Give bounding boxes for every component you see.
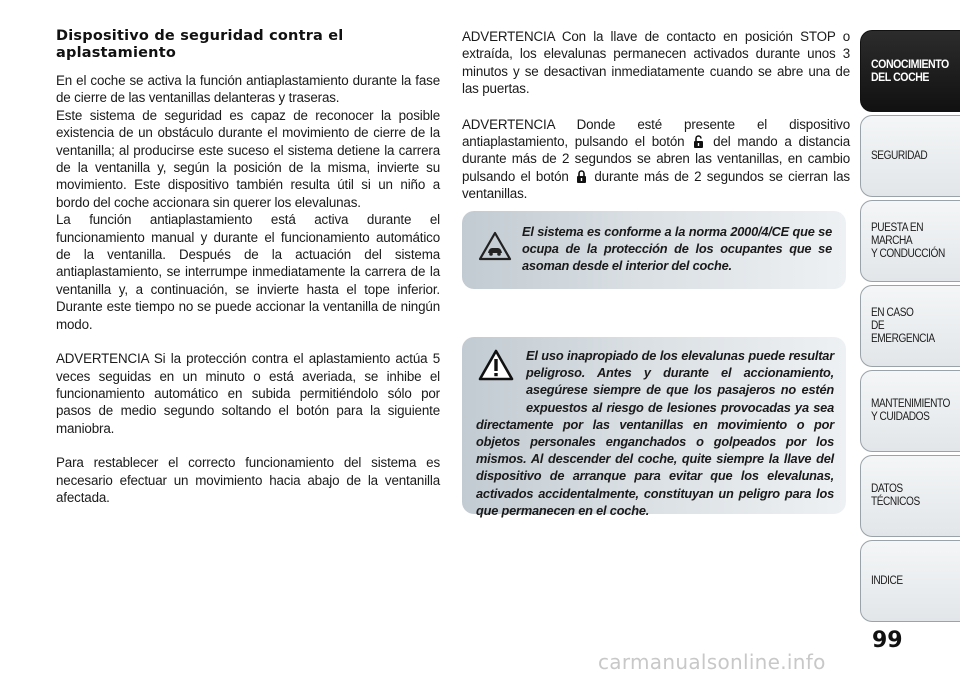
paragraph-remote <box>462 116 850 203</box>
tab-label: INDICE <box>871 574 903 587</box>
danger-note-text <box>476 347 834 519</box>
standard-note-box <box>462 211 846 289</box>
watermark: carmanualsonline.info <box>598 650 826 674</box>
tab-conocimiento-del-coche[interactable] <box>860 30 960 112</box>
tab-label: MANTENIMIENTO Y CUIDADOS <box>871 398 950 423</box>
tab-label: DATOS TÉCNICOS <box>871 483 920 508</box>
tab-label: EN CASO DE EMERGENCIA <box>871 306 935 345</box>
tab-mantenimiento[interactable] <box>860 370 960 452</box>
section-title: Dispositivo de seguridad contra el aplastamiento <box>56 28 344 61</box>
tab-indice[interactable] <box>860 540 960 622</box>
paragraph-function: La función antiaplastamiento está activa durante el funcionamiento manual y durante el funcionamiento automático de la ventanilla. Después de la actuación del sistema antiaplastamiento, se interrumpe inmediatamente la carrera de la ventanilla y, a continuación, se invierte hasta el tope inferior. Durante este tiempo no se puede accionar la ventanilla de ningún modo. <box>56 212 440 332</box>
left-column <box>56 28 440 506</box>
tab-label: SEGURIDAD <box>871 149 928 162</box>
paragraph-system: Este sistema de seguridad es capaz de reconocer la posible existencia de un obstáculo durante el movimiento de cierre de la ventanilla; al producirse este suceso el sistema detiene la carrera de la ventanilla y, según la posición de la misma, invierte su movimiento. Este dispositivo también resulta útil si un niño a bordo del coche accionara sin querer los elevalunas. <box>56 107 440 210</box>
paragraph-intro: En el coche se activa la función antiaplastamiento durante la fase de cierre de las ventanillas delanteras y traseras. <box>56 73 440 106</box>
right-column <box>462 28 850 203</box>
standard-note-text: El sistema es conforme a la norma 2000/4/CE que se ocupa de la protección de los ocupantes que se asoman desde el interior del coche. <box>522 224 832 274</box>
remote-text-2: del mando a distancia durante más de 2 segundos se abren las ventanillas, en cambio pulsando el botón <box>462 134 851 184</box>
tab-label: PUESTA EN MARCHA Y CONDUCCIÓN <box>871 221 945 260</box>
tab-seguridad[interactable] <box>860 115 960 197</box>
danger-note-box <box>462 337 846 518</box>
page-number: 99 <box>872 628 903 653</box>
paragraph-warning: ADVERTENCIA Si la protección contra el aplastamiento actúa 5 veces seguidas en un minuto o está averiada, se inhibe el funcionamiento automático en subida permitiéndolo sólo por pasos de medio segundo soltando el botón para la siguiente maniobra. <box>56 351 440 436</box>
lock-icon <box>576 170 587 183</box>
tab-datos-tecnicos[interactable] <box>860 455 960 537</box>
unlock-icon <box>693 135 704 148</box>
danger-note-content: El uso inapropiado de los elevalunas puede resultar peligroso. Antes y durante el accionamiento, asegúrese siempre de que los pasajeros no estén expuestos al riesgo de lesiones provocadas ya sea directamente por las ventanillas en movimiento o por objetos personales enganchados o golpeados por los mismos. Al descender del coche, quite siempre la llave del dispositivo de arranque para evitar que los elevalunas, activados accidentalmente, constituyan un peligro para los que permanecen en el coche. <box>476 348 834 518</box>
tab-label: CONOCIMIENTO DEL COCHE <box>871 57 949 84</box>
car-warning-icon <box>478 231 512 261</box>
remote-text-1: ADVERTENCIA Donde esté presente el dispositivo antiaplastamiento, pulsando el botón <box>462 116 850 150</box>
tab-en-caso-de-emergencia[interactable] <box>860 285 960 367</box>
paragraph-key-stop: ADVERTENCIA Con la llave de contacto en posición STOP o extraída, los elevalunas permanecen activados durante unos 3 minutos y se desactivan inmediatamente cuando se abre una de las puertas. <box>462 29 850 97</box>
paragraph-restore: Para restablecer el correcto funcionamiento del sistema es necesario efectuar un movimiento hacia abajo de la ventanilla afectada. <box>56 455 440 505</box>
tab-puesta-en-marcha[interactable] <box>860 200 960 282</box>
remote-text-3: durante más de 2 segundos se cierran las ventanillas. <box>462 168 850 202</box>
